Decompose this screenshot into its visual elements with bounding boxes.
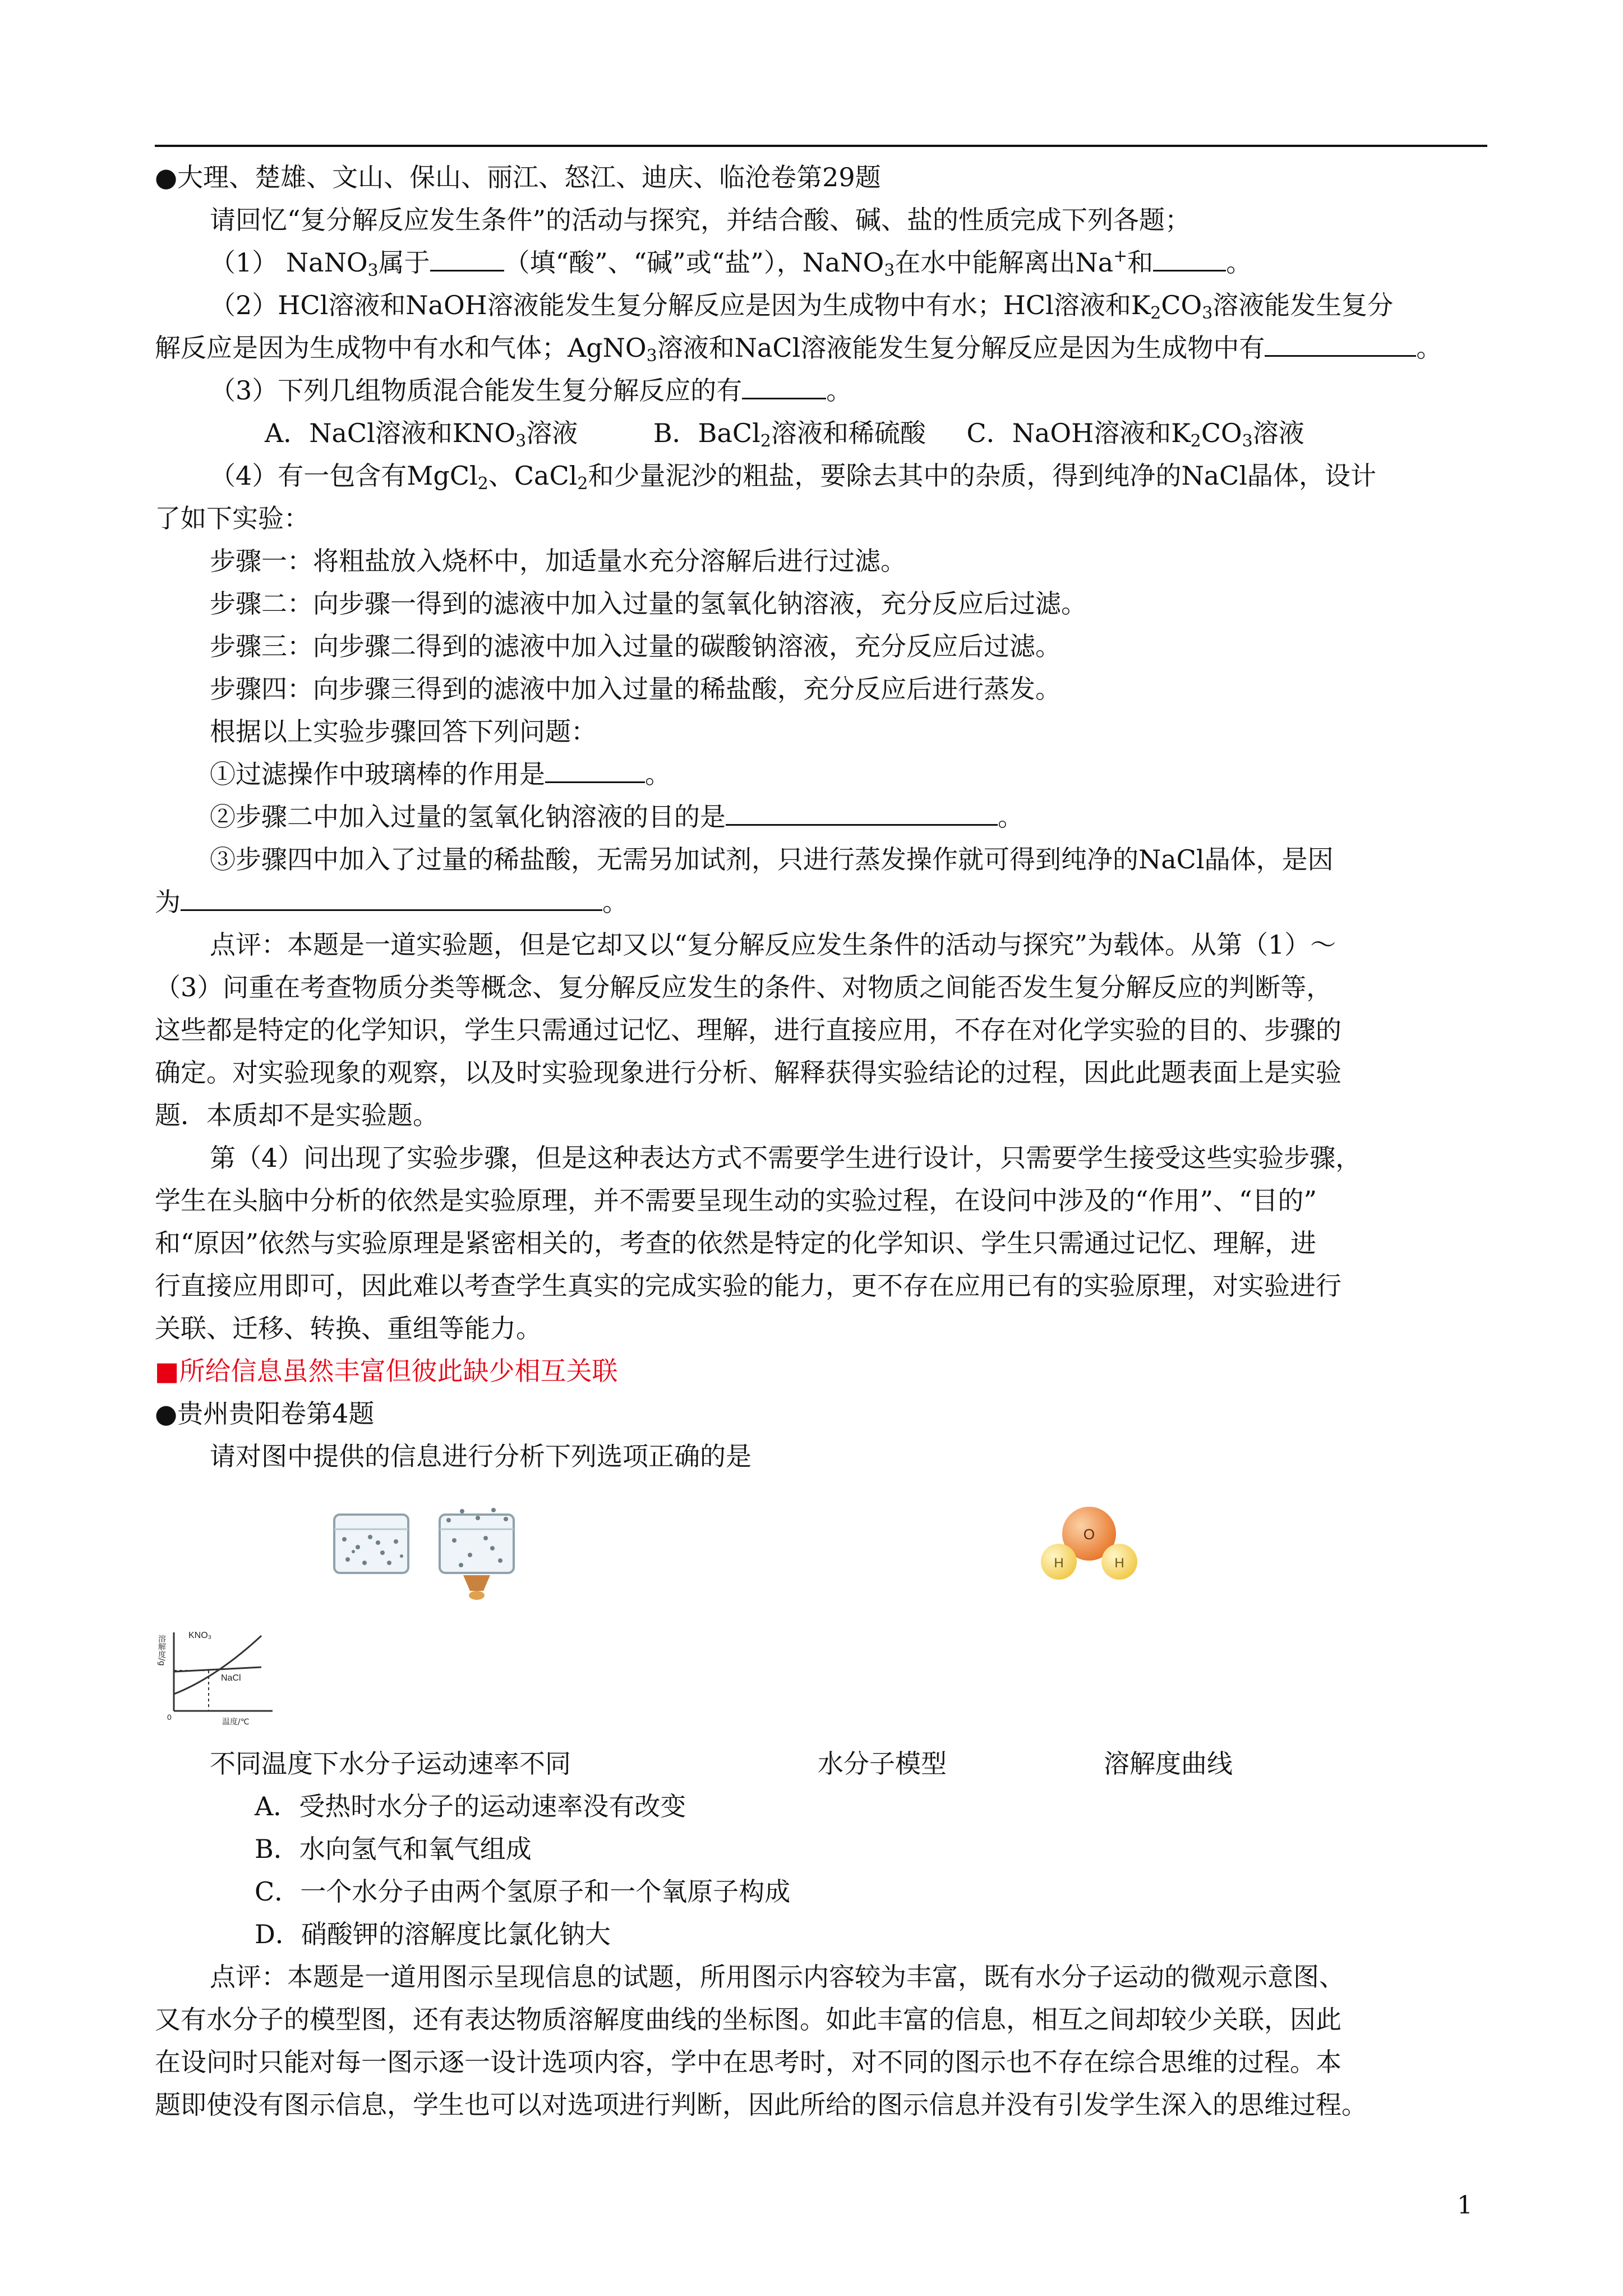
sub-question-2: ②步骤二中加入过量的氢氧化钠溶液的目的是 。: [210, 802, 1023, 832]
q1-part1: （1） NaNO$_3$属于 （填“酸”、“碱”或“盐”），NaNO$_3$在水中能解离出Na+和 。: [210, 246, 1252, 280]
option-c: C．NaOH溶液和$K_2CO_3$溶液: [966, 418, 1304, 451]
step-1: 步骤一：将粗盐放入烧杯中，加适量水充分溶解后进行过滤。: [210, 546, 906, 576]
q1-comment2-line: 关联、迁移、转换、重组等能力。: [155, 1313, 542, 1343]
option-b: B．BaCl$_2$溶液和稀硫酸: [653, 418, 926, 451]
beakers-figure: [331, 1507, 522, 1602]
q2-comment-line: 题即使没有图示信息，学生也可以对选项进行判断，因此所给的图示信息并没有引发学生深入的思维过程。: [155, 2090, 1367, 2120]
q1-part2-line1: （2）HCl溶液和NaOH溶液能发生复分解反应是因为生成物中有水；HCl溶液和$K_2CO_3$溶液能发生复分: [210, 290, 1394, 323]
step-2: 步骤二：向步骤一得到的滤液中加入过量的氢氧化钠溶液，充分反应后过滤。: [210, 588, 1087, 619]
q1-part3: （3）下列几组物质混合能发生复分解反应的有 。: [210, 375, 852, 406]
top-rule: [155, 145, 1487, 147]
beakers-illustration: [331, 1507, 522, 1602]
q1-comment2-line: 学生在头脑中分析的依然是实验原理，并不需要呈现生动的实验过程，在设问中涉及的“作用”、“目的”: [155, 1185, 1317, 1216]
q1-comment-line: 题．本质却不是实验题。: [155, 1100, 439, 1130]
q2-option-d: D．硝酸钾的溶解度比氯化钠大: [255, 1919, 611, 1949]
answer-blank-3[interactable]: [1265, 333, 1416, 357]
caption-curve: 溶解度曲线: [1104, 1749, 1233, 1779]
q1-comment-line: 点评：本题是一道实验题，但是它却又以“复分解反应发生条件的活动与探究”为载体。从第（1）～: [210, 930, 1336, 960]
step-4: 步骤四：向步骤三得到的滤液中加入过量的稀盐酸，充分反应后进行蒸发。: [210, 674, 1061, 704]
answer-intro: 根据以上实验步骤回答下列问题：: [210, 716, 597, 747]
nacl-label: NaCl: [221, 1673, 241, 1683]
solubility-chart: [155, 1627, 278, 1728]
q2-title: ●贵州贵阳卷第4题: [155, 1398, 375, 1429]
page-number: 1: [1457, 2191, 1473, 2220]
q1-part4-line1: （4）有一包含有MgCl$_2$、CaCl$_2$和少量泥沙的粗盐，要除去其中的杂质，得到纯净的NaCl晶体，设计: [210, 461, 1377, 494]
kno3-label: KNO₃: [188, 1631, 212, 1640]
hydrogen-label: H: [1054, 1556, 1064, 1571]
kno3-curve: [174, 1636, 261, 1694]
answer-blank-4[interactable]: [742, 375, 826, 399]
q2-option-b: B．水向氢气和氧气组成: [255, 1834, 532, 1864]
q1-intro: 请回忆“复分解反应发生条件”的活动与探究，并结合酸、碱、盐的性质完成下列各题；: [210, 205, 1191, 235]
answer-blank-2[interactable]: [1153, 247, 1226, 272]
answer-blank-1[interactable]: [430, 247, 504, 272]
q1-comment-line: （3）问重在考查物质分类等概念、复分解反应发生的条件、对物质之间能否发生复分解反应的判断等，: [155, 972, 1332, 1002]
q1-comment-line: 这些都是特定的化学知识，学生只需通过记忆、理解，进行直接应用，不存在对化学实验的目的、步骤的: [155, 1015, 1341, 1045]
step-3: 步骤三：向步骤二得到的滤液中加入过量的碳酸钠溶液，充分反应后过滤。: [210, 631, 1061, 661]
q1-comment2-line: 第（4）问出现了实验步骤，但是这种表达方式不需要学生进行设计，只需要学生接受这些实验步骤，: [210, 1143, 1362, 1173]
option-a: A．NaCl溶液和$KNO_3$溶液: [265, 418, 578, 451]
q2-comment-line: 在设问时只能对每一图示逐一设计选项内容，学中在思考时，对不同的图示也不存在综合思维的过程。本: [155, 2047, 1341, 2077]
q1-comment2-line: 行直接应用即可，因此难以考查学生真实的完成实验的能力，更不存在应用已有的实验原理，对实验进行: [155, 1271, 1341, 1301]
answer-blank-7[interactable]: [181, 887, 602, 911]
sub-question-3-line2: 为 。: [155, 887, 628, 917]
water-molecule-model: [1039, 1503, 1140, 1582]
sub-question-1: ①过滤操作中玻璃棒的作用是 。: [210, 759, 671, 789]
q2-comment-line: 又有水分子的模型图，还有表达物质溶解度曲线的坐标图。如此丰富的信息，相互之间却较少关联，因此: [155, 2004, 1341, 2035]
hydrogen-label: H: [1114, 1556, 1124, 1571]
q1-comment2-line: 和“原因”依然与实验原理是紧密相关的，考查的依然是特定的化学知识、学生只需通过记忆、理解，进: [155, 1228, 1317, 1258]
answer-blank-6[interactable]: [726, 802, 998, 826]
q2-comment-line: 点评：本题是一道用图示呈现信息的试题，所用图示内容较为丰富，既有水分子运动的微观示意图、: [210, 1962, 1345, 1992]
q2-stem: 请对图中提供的信息进行分析下列选项正确的是: [210, 1441, 751, 1471]
answer-blank-5[interactable]: [545, 759, 645, 783]
caption-beakers: 不同温度下水分子运动速率不同: [210, 1749, 571, 1779]
section-heading: ■所给信息虽然丰富但彼此缺少相互关联: [155, 1356, 618, 1386]
q1-title: ●大理、楚雄、文山、保山、丽江、怒江、迪庆、临沧卷第29题: [155, 162, 881, 192]
caption-model: 水分子模型: [818, 1749, 947, 1779]
q1-part3-options: [155, 412, 1487, 454]
flame-icon: [463, 1575, 490, 1591]
sub-question-3-line1: ③步骤四中加入了过量的稀盐酸，无需另加试剂，只进行蒸发操作就可得到纯净的NaCl晶体，是因: [210, 844, 1334, 875]
q1-part2-line2: 解反应是因为生成物中有水和气体；AgNO$_3$溶液和NaCl溶液能发生复分解反应是因为生成物中有 。: [155, 333, 1442, 366]
beaker-hot: [440, 1508, 514, 1600]
x-axis-label: 温度/℃: [222, 1718, 250, 1727]
beaker-cold: [334, 1515, 408, 1573]
q2-option-c: C．一个水分子由两个氢原子和一个氧原子构成: [255, 1876, 791, 1907]
y-axis-label: 溶解度/g: [157, 1635, 166, 1666]
origin-label: 0: [167, 1713, 172, 1722]
q2-option-a: A．受热时水分子的运动速率没有改变: [255, 1791, 686, 1821]
oxygen-label: O: [1083, 1526, 1095, 1543]
q1-comment-line: 确定。对实验现象的观察，以及时实验现象进行分析、解释获得实验结论的过程，因此此题表面上是实验: [155, 1057, 1341, 1088]
q1-part4-line2: 了如下实验：: [155, 503, 310, 533]
